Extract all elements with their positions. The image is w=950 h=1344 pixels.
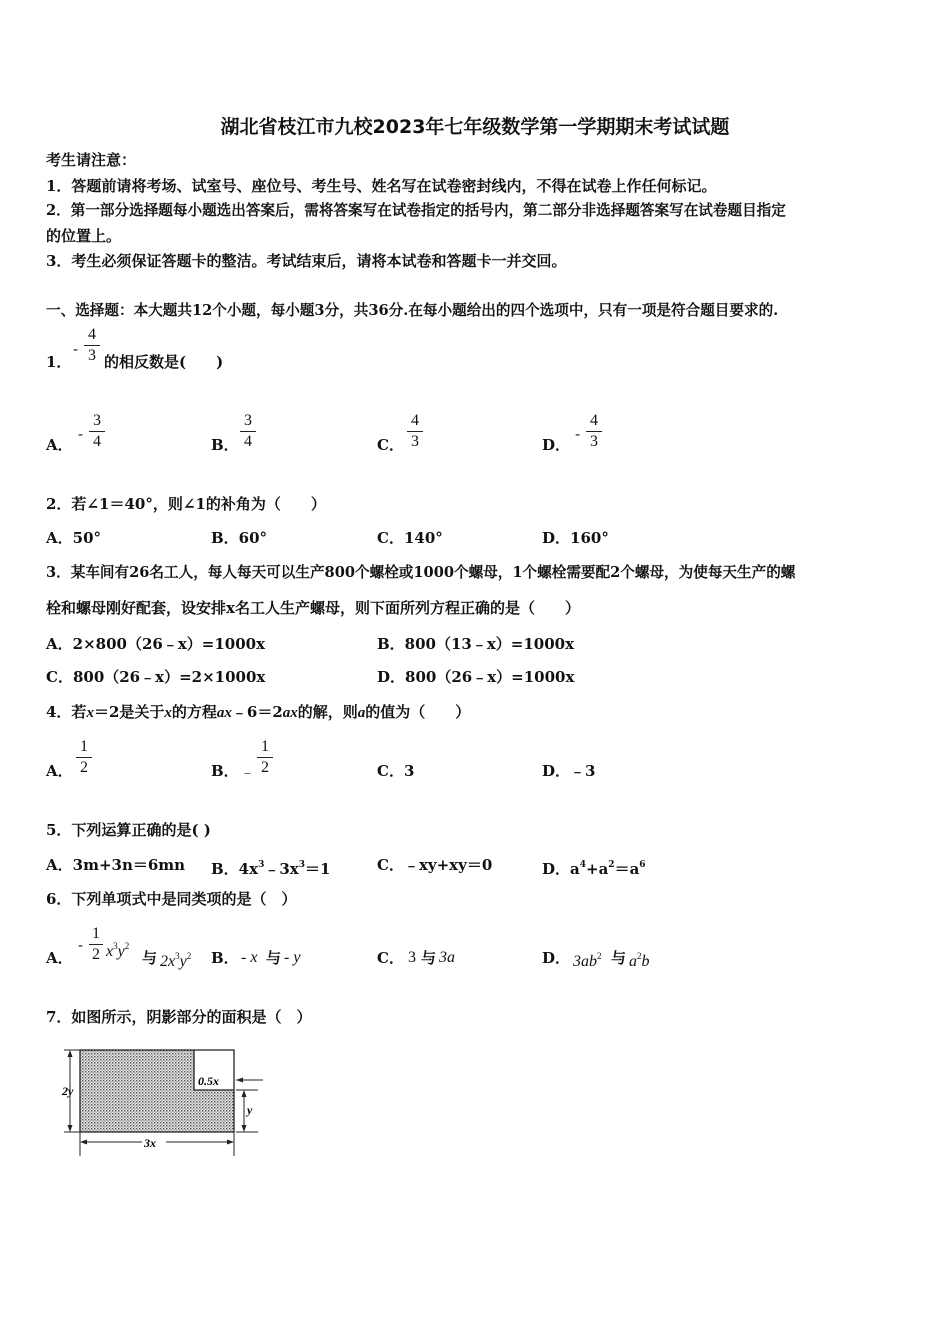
q2-option-d: D．160° [542, 529, 609, 547]
q4-b-num: 1 [261, 738, 269, 755]
q2-option-a: A．50° [46, 529, 102, 547]
q1-option-b-label: B． [211, 436, 239, 454]
section-heading: 一、选择题：本大题共12个小题，每小题3分，共36分.在每小题给出的四个选项中，只有一项是符合题目要求的. [46, 302, 779, 319]
q4-option-a-fraction [76, 737, 92, 778]
q4-text-2: ＝2是关于 [93, 703, 165, 721]
q6-d-exp2: 2 [637, 951, 642, 961]
label-left: 2y [62, 1084, 74, 1098]
q4-text-4: ﹣6＝2 [231, 703, 283, 721]
q4-option-b-label: B． [211, 762, 239, 780]
q6-a-var-y: y [117, 943, 125, 960]
q2-option-c: C．140° [377, 529, 443, 547]
page-title: 湖北省枝江市九校2023年七年级数学第一学期期末考试试题 [220, 116, 730, 138]
q4-a-num: 1 [80, 738, 88, 755]
q1-c-den: 3 [407, 431, 423, 452]
q6-d-3ab: 3ab [573, 953, 597, 970]
q5-b-exp2: 3 [298, 860, 305, 870]
q6-b-term1: - x [241, 949, 258, 966]
q1-option-a-label: A． [46, 436, 73, 454]
q2-option-b: B．60° [211, 529, 268, 547]
q1-d-den: 3 [586, 431, 602, 452]
q6-a-sign: - [78, 936, 84, 954]
q1-a-num: 3 [93, 412, 101, 429]
q5-option-b [211, 855, 330, 879]
q6-b-term2: - y [284, 949, 301, 966]
q6-a-term2 [160, 946, 191, 972]
q4-var-ax2: ax [282, 705, 298, 721]
q3-stem-line-1: 3．某车间有26名工人，每人每天可以生产800个螺栓或1000个螺母，1个螺栓需要配2个螺母，为使每天生产的螺 [46, 564, 796, 581]
q6-c-term1: 3 [408, 949, 416, 966]
q1-option-d-sign: - [575, 425, 581, 443]
q6-a-exp1: 3 [113, 941, 118, 951]
q6-a-exp3: 3 [175, 951, 180, 961]
label-right: y [247, 1103, 253, 1117]
q5-d-part3: ＝a [614, 860, 640, 878]
notice-line-4: 3．考生必须保证答题卡的整洁。考试结束后，请将本试卷和答题卡一并交回。 [46, 252, 567, 270]
label-bottom: 3x [144, 1136, 156, 1150]
q6-d-term2 [629, 946, 650, 972]
q4-option-c: C．3 [377, 762, 415, 780]
q5-b-part2: ﹣3x [264, 860, 299, 878]
q5-d-part1: D．a [542, 860, 580, 878]
q4-text-3: 的方程 [171, 703, 217, 721]
notice-heading: 考生请注意： [46, 151, 137, 169]
q4-option-b-fraction [257, 737, 273, 778]
q6-option-b-label: B． [211, 949, 239, 967]
q1-option-b-fraction [240, 411, 256, 452]
q6-a-term1 [106, 936, 129, 962]
q5-stem: 5．下列运算正确的是( ) [46, 821, 211, 839]
label-notch: 0.5x [198, 1074, 219, 1088]
q1-option-d-fraction [586, 411, 602, 452]
q4-text-1: 4．若 [46, 703, 87, 721]
q1-c-num: 4 [411, 412, 419, 429]
q6-d-term1 [573, 946, 602, 972]
q1-frac-num: 4 [88, 326, 96, 343]
q1-frac-den: 3 [84, 345, 100, 366]
q2-stem: 2．若∠1＝40°，则∠1的补角为（ ） [46, 495, 326, 513]
q5-b-exp1: 3 [258, 860, 265, 870]
q5-d-exp2: 2 [608, 860, 615, 870]
q6-option-c-label: C． [377, 949, 404, 967]
notice-line-3: 的位置上。 [46, 227, 122, 245]
q4-text-6: 的值为（ ） [365, 703, 471, 721]
q3-stem-line-2: 栓和螺母刚好配套，设安排x名工人生产螺母，则下面所列方程正确的是（ ） [46, 599, 580, 617]
q6-a-with: 与 [142, 949, 158, 967]
q1-option-c-fraction [407, 411, 423, 452]
q7-stem: 7．如图所示，阴影部分的面积是（ ） [46, 1008, 312, 1026]
q6-option-a-label: A． [46, 949, 73, 967]
q5-option-a: A．3m+3n＝6mn [46, 856, 186, 874]
q3-option-c: C．800（26﹣x）=2×1000x [46, 668, 266, 686]
q1-stem: 的相反数是( ) [104, 353, 224, 371]
q3-option-b: B．800（13﹣x）=1000x [377, 635, 575, 653]
q1-fraction [84, 325, 100, 366]
q6-a-num: 1 [92, 925, 100, 942]
q4-text-5: 的解，则 [297, 703, 358, 721]
q6-a-var-y2: y [179, 953, 187, 970]
q6-a-den: 2 [89, 944, 103, 965]
q5-b-part1: B．4x [211, 860, 259, 878]
q6-d-with: 与 [611, 949, 627, 967]
q5-d-part2: +a [586, 860, 609, 878]
q1-neg-sign: - [73, 340, 79, 358]
q6-option-d-label: D． [542, 949, 571, 967]
q1-b-den: 4 [240, 431, 256, 452]
q5-option-d [542, 855, 646, 879]
q1-option-c-label: C． [377, 436, 404, 454]
q6-b-with: 与 [266, 949, 282, 967]
q5-b-part3: ＝1 [304, 860, 331, 878]
q1-option-a-fraction [89, 411, 105, 452]
q4-option-b-sign: ﹣ [240, 763, 256, 781]
q4-var-a: a [357, 705, 366, 721]
q5-d-exp1: 4 [579, 860, 586, 870]
q4-var-ax: ax [216, 705, 232, 721]
q6-c-term2: 3a [439, 949, 455, 966]
q4-b-den: 2 [257, 757, 273, 778]
q1-a-den: 4 [89, 431, 105, 452]
notice-line-1: 1．答题前请将考场、试室号、座位号、考生号、姓名写在试卷密封线内，不得在试卷上作任何标记。 [46, 177, 717, 195]
q4-var-x1: x [86, 705, 94, 721]
q1-number: 1． [46, 353, 72, 371]
q6-stem: 6．下列单项式中是同类项的是（ ） [46, 890, 297, 908]
q7-figure [58, 1044, 270, 1162]
q4-option-d: D．﹣3 [542, 762, 596, 780]
q6-a-exp4: 2 [186, 951, 192, 961]
q6-d-a: a [629, 953, 637, 970]
q3-option-a: A．2×800（26﹣x）=1000x [46, 635, 266, 653]
q4-var-x2: x [164, 705, 172, 721]
q5-d-exp3: 6 [639, 860, 646, 870]
q6-a-var-x: x [106, 943, 114, 960]
notice-line-2: 2．第一部分选择题每小题选出答案后，需将答案写在试卷指定的括号内，第二部分非选择题答案写在试卷题目指定 [46, 202, 786, 219]
q6-a-2x: 2x [160, 953, 176, 970]
q4-option-a-label: A． [46, 762, 73, 780]
q1-option-d-label: D． [542, 436, 571, 454]
q1-option-a-sign: - [78, 425, 84, 443]
q1-b-num: 3 [244, 412, 252, 429]
q6-d-b: b [641, 953, 650, 970]
q6-a-fraction [89, 924, 103, 965]
q5-option-c: C．﹣xy+xy＝0 [377, 856, 493, 874]
q4-stem [46, 702, 470, 723]
q6-c-with: 与 [421, 949, 437, 967]
q1-d-num: 4 [590, 412, 598, 429]
q6-a-exp2: 2 [124, 941, 130, 951]
q6-d-exp1: 2 [597, 951, 602, 961]
shaded-region [80, 1050, 234, 1132]
q3-option-d: D．800（26﹣x）=1000x [377, 668, 575, 686]
q4-a-den: 2 [76, 757, 92, 778]
